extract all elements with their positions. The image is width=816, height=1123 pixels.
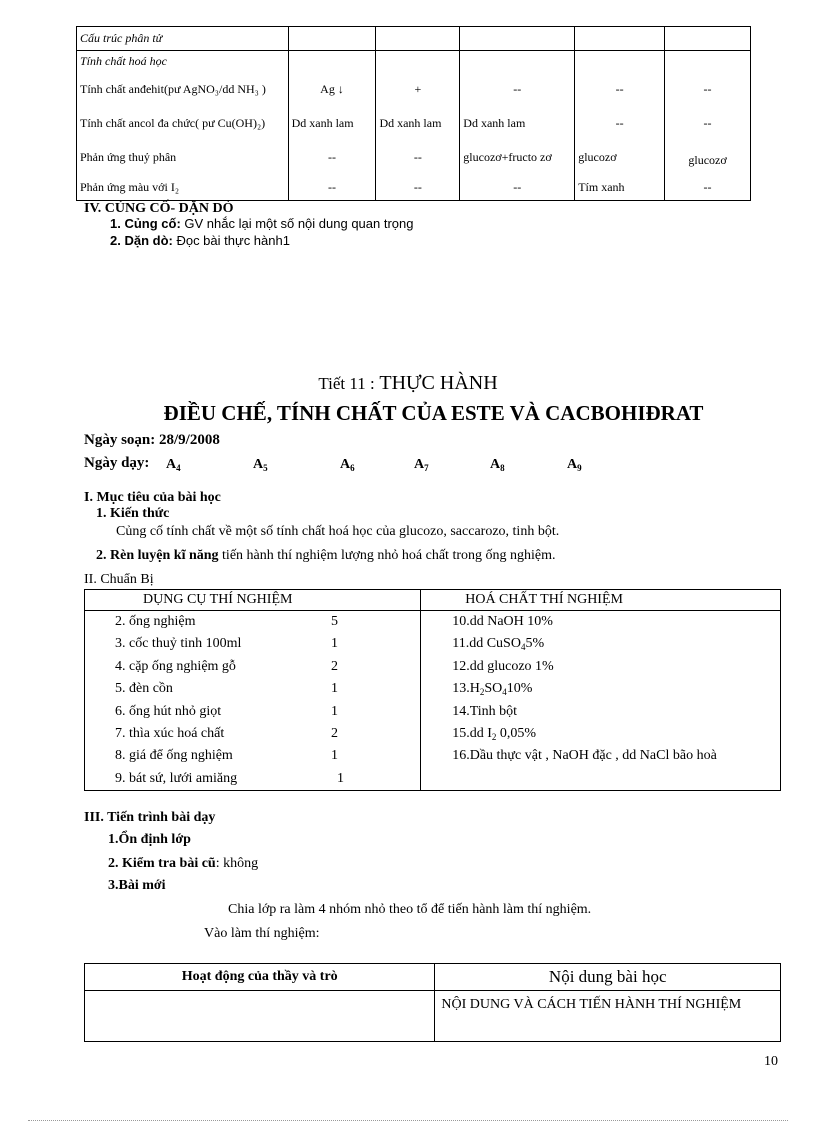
class-label: $A_8$ xyxy=(490,457,505,473)
consolidate-text: GV nhắc lại một số nội dung quan trọng xyxy=(180,216,414,231)
table-cell: Tím xanh xyxy=(575,175,665,201)
page-number: 10 xyxy=(764,1054,778,1069)
list-item xyxy=(85,745,420,767)
activity-table xyxy=(84,963,781,1042)
row-label: Phản ứng màu với I₂ xyxy=(77,175,289,201)
table-cell: -- xyxy=(575,73,665,107)
column-header: HOÁ CHẤT THÍ NGHIỆM xyxy=(421,590,781,611)
tool-name: 4. cặp ống nghiệm gỗ xyxy=(115,658,236,674)
table-row xyxy=(85,991,781,1042)
column-header: Hoạt động của thầy và trò xyxy=(85,964,435,991)
tool-qty: 1 xyxy=(337,770,344,786)
preparation-table xyxy=(84,589,781,791)
chemical-item: 11.dd CuSO$_4$5% xyxy=(452,636,545,653)
table-cell: -- xyxy=(460,175,575,201)
tool-qty: 1 xyxy=(331,636,338,652)
row-label: Cấu trúc phân tử xyxy=(77,27,289,51)
tool-qty: 1 xyxy=(331,703,338,719)
column-header: DỤNG CỤ THÍ NGHIỆM xyxy=(85,590,421,611)
paragraph: Vào làm thí nghiệm: xyxy=(204,926,320,941)
table-cell: + xyxy=(376,73,460,107)
content-cell: NỘI DUNG VÀ CÁCH TIẾN HÀNH THÍ NGHIỆM xyxy=(435,991,781,1042)
table-cell: -- xyxy=(376,175,460,201)
knowledge-text: Củng cố tính chất về một số tính chất hoá học của glucozo, saccarozo, tinh bột. xyxy=(116,524,560,539)
row-label: Tính chất ancol đa chức( pư Cu(OH)₂) xyxy=(77,107,289,141)
tools-cell xyxy=(85,611,421,791)
table-cell: -- xyxy=(376,141,460,175)
table-row xyxy=(77,175,751,201)
prepared-date: Ngày soạn: 28/9/2008 xyxy=(84,432,220,448)
section-heading: III. Tiến trình bài dạy xyxy=(84,810,216,825)
chemical-item: 14.Tinh bột xyxy=(452,703,518,719)
homework-line xyxy=(110,233,290,248)
table-row xyxy=(77,51,751,73)
table-row xyxy=(77,27,751,51)
row-label: Phản ứng thuỷ phân xyxy=(77,141,289,175)
table-cell: -- xyxy=(288,175,376,201)
row-label: Tính chất hoá học xyxy=(77,51,289,73)
tool-qty: 2 xyxy=(331,658,338,674)
section-heading: IV. CỦNG CỐ- DẶN DÒ xyxy=(84,201,234,216)
skill-line xyxy=(96,548,555,564)
teaching-date-label: Ngày dạy: xyxy=(84,455,150,471)
table-row xyxy=(85,611,781,791)
consolidate-label: 1. Củng cố: xyxy=(110,216,181,231)
list-item xyxy=(85,701,420,723)
step-new-lesson: 3.Bài mới xyxy=(108,878,166,893)
property-table xyxy=(76,26,751,201)
table-row xyxy=(85,964,781,991)
tool-name: 9. bát sứ, lưới amiăng xyxy=(115,770,238,786)
table-cell: Dd xanh lam xyxy=(376,107,460,141)
chemical-item: 12.dd glucozo 1% xyxy=(452,658,554,674)
table-cell: -- xyxy=(665,175,751,201)
tool-qty: 1 xyxy=(331,748,338,764)
table-cell: glucozơ xyxy=(575,141,665,175)
table-cell: -- xyxy=(665,73,751,107)
lesson-title: THỰC HÀNH xyxy=(379,372,498,394)
lesson-subtitle: ĐIỀU CHẾ, TÍNH CHẤT CỦA ESTE VÀ CACBOHIĐRAT xyxy=(163,401,704,425)
class-label: $A_6$ xyxy=(340,457,355,473)
skill-text: tiến hành thí nghiệm lượng nhỏ hoá chất trong ống nghiệm. xyxy=(218,548,556,563)
section-heading: II. Chuẩn Bị xyxy=(84,572,154,587)
list-item xyxy=(85,723,420,745)
column-header: Nội dung bài học xyxy=(435,964,781,991)
table-cell: Ag ↓ xyxy=(288,73,376,107)
chemical-item: 15.dd $I_2$ 0,05% xyxy=(452,725,537,742)
lesson-number: Tiết 11 : xyxy=(318,374,375,393)
chemicals-cell xyxy=(421,611,781,791)
table-cell: -- xyxy=(665,107,751,141)
table-row xyxy=(77,141,751,175)
tool-qty: 2 xyxy=(331,725,338,741)
tool-name: 5. đèn cồn xyxy=(115,681,173,697)
step-class-stabilize: 1.Ổn định lớp xyxy=(108,832,191,847)
tool-qty: 1 xyxy=(331,681,338,697)
table-cell: glucozơ xyxy=(665,141,751,175)
homework-text: Đọc bài thực hành1 xyxy=(172,233,290,248)
step-check-old xyxy=(108,856,258,872)
table-cell: -- xyxy=(575,107,665,141)
class-label: $A_7$ xyxy=(414,457,429,473)
step-text: : không xyxy=(215,856,259,871)
table-cell: Dd xanh lam xyxy=(288,107,376,141)
table-row xyxy=(77,107,751,141)
tool-name: 7. thìa xúc hoá chất xyxy=(115,725,225,741)
list-item xyxy=(85,678,420,700)
list-item xyxy=(85,656,420,678)
table-cell: -- xyxy=(460,73,575,107)
chemical-item: 16.Dầu thực vật , NaOH đặc , dd NaCl bão hoà xyxy=(452,748,717,764)
page-divider xyxy=(28,1120,788,1121)
list-item xyxy=(85,768,420,790)
skill-label: 2. Rèn luyện kĩ năng xyxy=(96,548,219,563)
section-heading: I. Mục tiêu của bài học xyxy=(84,490,221,505)
table-row xyxy=(77,73,751,107)
class-label: $A_9$ xyxy=(567,457,582,473)
step-label: 2. Kiểm tra bài cũ xyxy=(108,856,216,871)
chemical-item: $13.H_2SO_410\%$ xyxy=(452,681,533,698)
table-row xyxy=(85,590,781,611)
activity-cell xyxy=(85,991,435,1042)
table-cell: glucozơ+fructo zơ xyxy=(460,141,575,175)
chemical-item: 10.dd NaOH 10% xyxy=(452,614,553,629)
tool-name: 8. giá để ống nghiệm xyxy=(115,748,233,764)
homework-label: 2. Dặn dò: xyxy=(110,233,173,248)
tool-name: 2. ống nghiệm xyxy=(115,614,196,629)
list-item xyxy=(85,633,420,655)
knowledge-heading: 1. Kiến thức xyxy=(96,506,170,521)
lesson-title-line xyxy=(0,372,816,395)
class-label: $A_4$ xyxy=(166,457,181,473)
list-item xyxy=(85,611,420,633)
row-label: Tính chất anđehit(pư AgNO₃/dd NH₃ ) xyxy=(77,73,289,107)
tool-name: 6. ống hút nhỏ giọt xyxy=(115,703,222,719)
chemical-item xyxy=(421,768,780,790)
consolidate-line xyxy=(110,216,414,231)
tool-qty: 5 xyxy=(331,614,338,629)
tool-name: 3. cốc thuỷ tinh 100ml xyxy=(115,636,242,652)
table-cell: Dd xanh lam xyxy=(460,107,575,141)
paragraph: Chia lớp ra làm 4 nhóm nhỏ theo tổ để tiến hành làm thí nghiệm. xyxy=(228,902,592,917)
table-cell: -- xyxy=(288,141,376,175)
class-label: $A_5$ xyxy=(253,457,268,473)
